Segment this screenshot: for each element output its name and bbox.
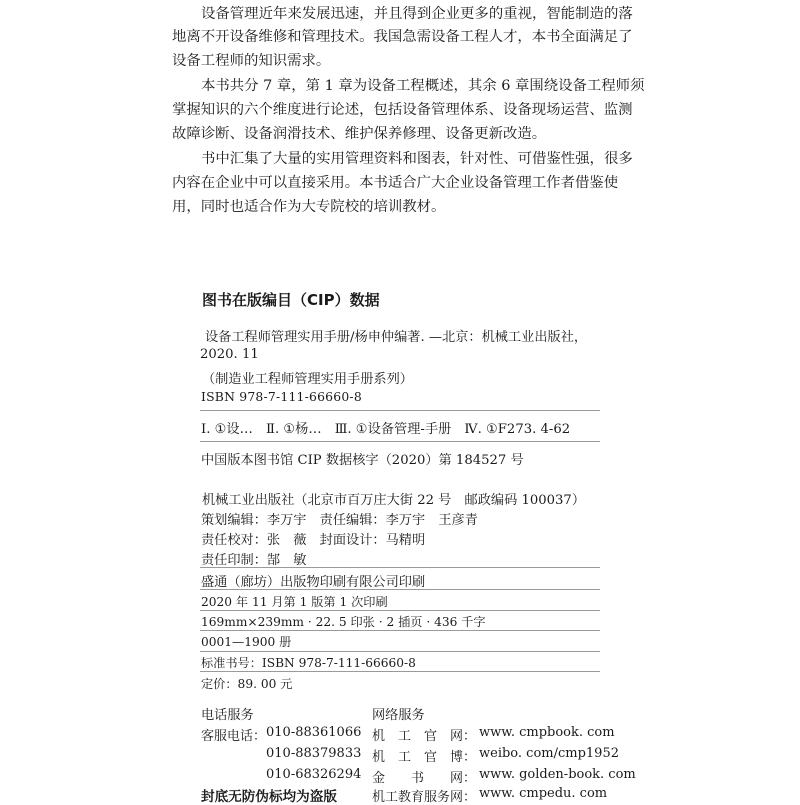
network-url: weibo. com/cmp1952 [479,746,619,761]
cip-line: 设备工程师管理实用手册/杨申仲编著. —北京：机械工业出版社， [205,330,588,345]
publisher-format: 169mm×239mm · 22. 5 印张 · 2 插页 · 436 千字 [201,615,486,629]
cip-library-record: 中国版本图书馆 CIP 数据核字（2020）第 184527 号 [201,453,524,468]
cip-classification: Ⅰ. ①设… Ⅱ. ①杨… Ⅲ. ①设备管理-手册 Ⅳ. ①F273. 4-62 [201,422,571,437]
cip-line: 2020. 11 [200,347,259,362]
intro-line: 掌握知识的六个维度进行论述，包括设备管理体系、设备现场运营、监测 [172,102,633,118]
publisher-printer: 盛通（廊坊）出版物印刷有限公司印刷 [201,575,426,590]
intro-line: 书中汇集了大量的实用管理资料和图表，针对性、可借鉴性强，很多 [201,151,633,167]
cip-divider [200,441,600,442]
publisher-printing-supervisor: 责任印制：郜 敏 [201,553,307,568]
publisher-name: 机械工业出版社（北京市百万庄大街 22 号 邮政编码 100037） [202,493,586,508]
network-url: www. cmpbook. com [479,725,615,740]
publisher-divider [200,589,600,590]
intro-line: 地离不开设备维修和管理技术。我国急需设备工程人才，本书全面满足了 [172,29,633,45]
intro-line: 设备工程师的知识需求。 [172,53,331,69]
publisher-divider [200,567,600,568]
publisher-divider [200,630,600,631]
intro-line: 设备管理近年来发展迅速，并且得到企业更多的重视，智能制造的落 [201,6,633,22]
phone-number: 010-88361066 [266,725,362,740]
phone-number: 010-88379833 [266,746,362,761]
cip-divider [200,410,600,411]
intro-line: 用，同时也适合作为大专院校的培训教材。 [172,199,446,215]
publisher-divider [200,671,600,672]
publisher-edition: 2020 年 11 月第 1 版第 1 次印刷 [201,595,388,609]
cip-title: 图书在版编目（CIP）数据 [202,291,380,309]
hotline-label: 客服电话： [201,729,267,744]
publisher-editors: 策划编辑：李万宇 责任编辑：李万宇 王彦青 [201,513,478,528]
network-label: 机 工 官 博： [372,750,477,765]
network-service-heading: 网络服务 [372,708,425,723]
network-url: www. cmpedu. com [479,786,608,801]
intro-line: 本书共分 7 章，第 1 章为设备工程概述，其余 6 章围绕设备工程师须 [201,78,645,94]
anti-counterfeit-notice: 封底无防伪标均为盗版 [201,789,337,805]
publisher-proofread: 责任校对：张 薇 封面设计：马精明 [201,533,426,548]
phone-service-heading: 电话服务 [201,708,254,723]
cip-series: （制造业工程师管理实用手册系列） [202,372,413,387]
cip-isbn: ISBN 978-7-111-66660-8 [201,389,362,404]
publisher-copies: 0001—1900 册 [201,635,292,649]
network-label: 机工教育服务网： [372,790,477,805]
publisher-divider [200,651,600,652]
phone-number: 010-68326294 [266,767,362,782]
network-url: www. golden-book. com [479,767,636,782]
publisher-standard-number: 标准书号：ISBN 978-7-111-66660-8 [201,656,416,670]
intro-line: 内容在企业中可以直接采用。本书适合广大企业设备管理工作者借鉴使 [172,175,619,191]
intro-line: 故障诊断、设备润滑技术、维护保养修理、设备更新改造。 [172,126,547,142]
network-label: 金 书 网： [372,771,477,786]
publisher-divider [200,610,600,611]
network-label: 机 工 官 网： [372,729,477,744]
publisher-price: 定价：89. 00 元 [201,677,293,691]
